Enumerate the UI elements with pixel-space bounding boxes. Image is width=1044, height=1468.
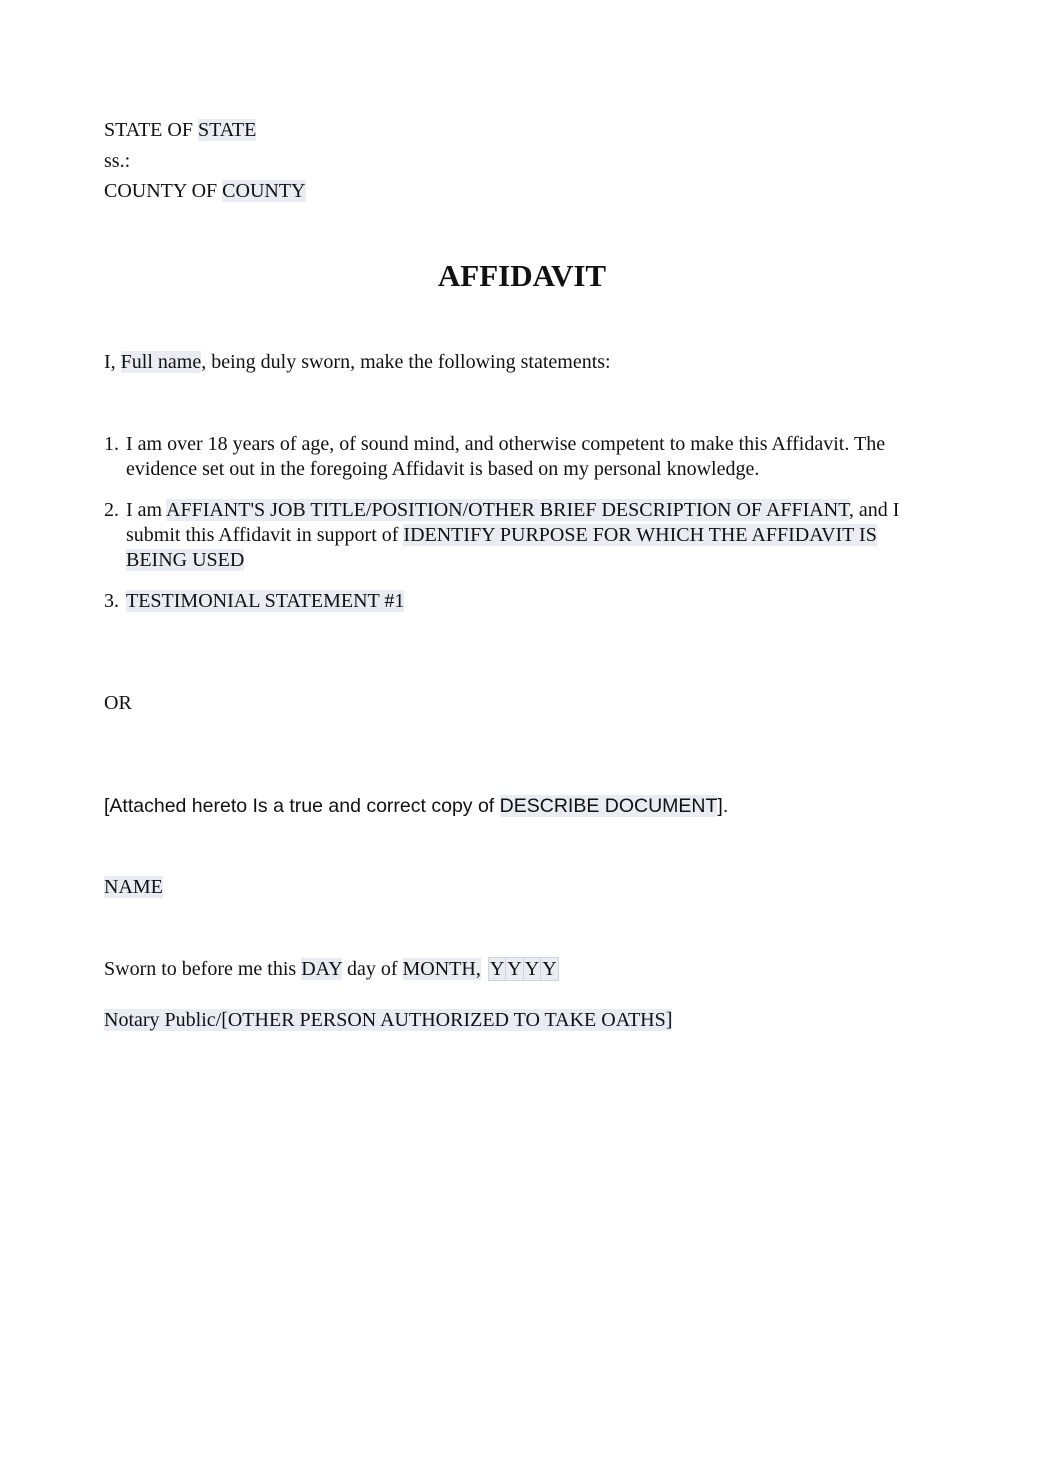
list-item xyxy=(104,432,924,482)
job-title-field[interactable]: AFFIANT'S JOB TITLE/POSITION/OTHER BRIEF DESCRIPTION OF AFFIANT xyxy=(166,499,849,521)
day-field[interactable]: DAY xyxy=(301,958,342,980)
item-2-line2-prefix: submit this Affidavit in support of xyxy=(126,524,404,546)
state-line xyxy=(104,118,256,143)
month-field[interactable]: MONTH, xyxy=(402,958,481,980)
item-2-prefix: I am xyxy=(126,499,166,521)
name-field[interactable]: NAME xyxy=(104,876,163,898)
item-number: 3. xyxy=(104,590,119,612)
attached-line xyxy=(104,794,728,819)
statement-list xyxy=(104,432,924,482)
purpose-field[interactable]: IDENTIFY PURPOSE FOR WHICH THE AFFIDAVIT IS xyxy=(403,524,877,546)
state-prefix: STATE OF xyxy=(104,119,198,141)
or-text: OR xyxy=(104,692,132,714)
statement-list-2 xyxy=(104,498,924,573)
name-line xyxy=(104,875,163,900)
year-digit-box[interactable]: Y xyxy=(507,958,522,980)
intro-prefix: I, xyxy=(104,351,121,373)
year-field[interactable] xyxy=(488,958,558,980)
county-line xyxy=(104,179,306,204)
list-item xyxy=(104,498,924,573)
item-number: 1. xyxy=(104,433,119,455)
item-number: 2. xyxy=(104,499,119,521)
attached-prefix: [Attached hereto Is a true and correct copy of xyxy=(104,795,500,817)
purpose-field-cont[interactable]: BEING USED xyxy=(126,549,245,571)
intro-suffix: , being duly sworn, make the following statements: xyxy=(201,351,611,373)
document-title: AFFIDAVIT xyxy=(437,258,607,293)
sworn-middle: day of xyxy=(341,958,403,980)
list-item xyxy=(104,589,924,614)
year-digit-box[interactable]: Y xyxy=(542,958,557,980)
item-1-line2: evidence set out in the foregoing Affidavit is based on my personal knowledge. xyxy=(126,458,760,480)
attached-suffix: ]. xyxy=(717,795,729,817)
item-1-line1: I am over 18 years of age, of sound mind, and otherwise competent to make this Affidavit. The xyxy=(126,433,886,455)
statement-list-3 xyxy=(104,589,924,614)
item-2-middle: , and I xyxy=(848,499,900,521)
intro-line xyxy=(104,350,611,375)
year-digit-box[interactable]: Y xyxy=(489,958,505,980)
sworn-line xyxy=(104,957,558,982)
full-name-field[interactable]: Full name xyxy=(120,351,202,373)
notary-line xyxy=(104,1008,672,1033)
county-prefix: COUNTY OF xyxy=(104,180,223,202)
county-field[interactable]: COUNTY xyxy=(222,180,306,202)
notary-field[interactable]: Notary Public/[OTHER PERSON AUTHORIZED TO TAKE OATHS] xyxy=(104,1009,673,1031)
describe-document-field[interactable]: DESCRIBE DOCUMENT xyxy=(499,795,718,817)
state-field[interactable]: STATE xyxy=(197,119,257,141)
sworn-prefix: Sworn to before me this xyxy=(104,958,302,980)
testimonial-statement-field[interactable]: TESTIMONIAL STATEMENT #1 xyxy=(126,590,405,612)
ss-line: ss.: xyxy=(104,150,131,172)
year-digit-box[interactable]: Y xyxy=(524,958,540,980)
